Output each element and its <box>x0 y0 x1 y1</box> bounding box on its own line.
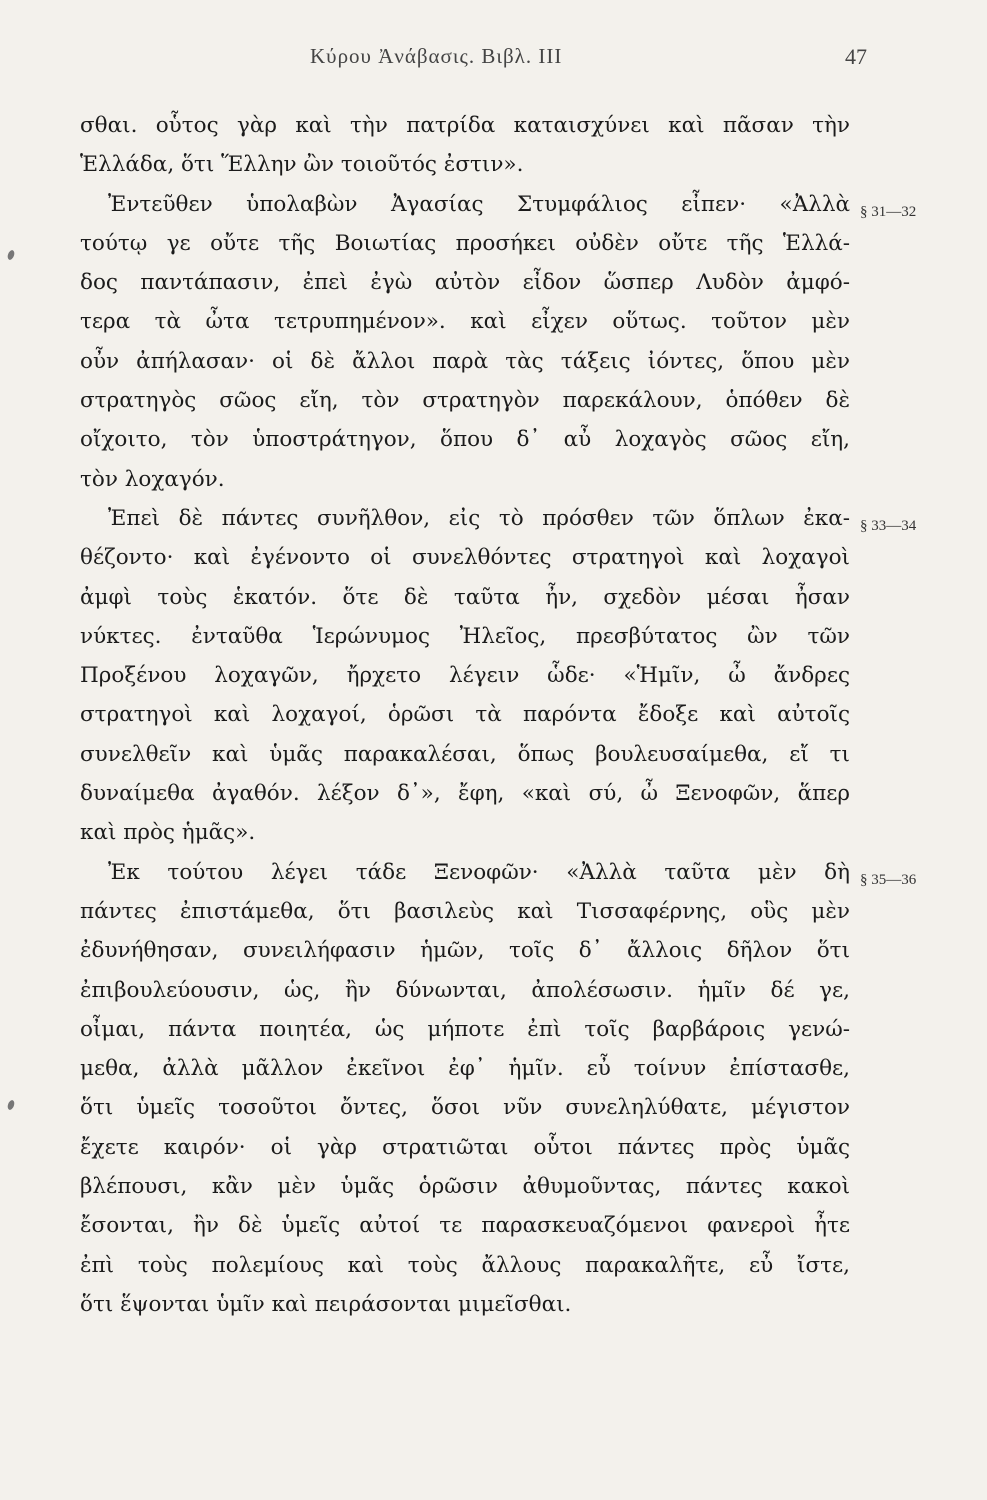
text-line: στρατηγοὶ καὶ λοχαγοί, ὁρῶσι τὰ παρόντα ἔδοξε καὶ αὐτοῖς <box>80 702 850 728</box>
page-number: 47 <box>845 44 867 69</box>
text-line: βλέπουσι, κἂν μὲν ὑμᾶς ὁρῶσιν ἀθυμοῦντας, πάντες κακοὶ <box>80 1174 850 1200</box>
text-line: πάντες ἐπιστάμεθα, ὅτι βασιλεὺς καὶ Τισσαφέρνης, οὓς μὲν <box>80 898 850 924</box>
text-line: οἴχοιτο, τὸν ὑποστράτηγον, ὅπου δ᾽ αὖ λοχαγὸς σῶος εἴη, <box>80 427 850 453</box>
text-line: νύκτες. ἐνταῦθα Ἱερώνυμος Ἠλεῖος, πρεσβύτατος ὢν τῶν <box>80 623 850 649</box>
text-line: στρατηγὸς σῶος εἴη, τὸν στρατηγὸν παρεκάλουν, ὁπόθεν δὲ <box>80 388 850 414</box>
text-line: τὸν λοχαγόν. <box>80 466 225 492</box>
text-line: ὅτι ἕψονται ὑμῖν καὶ πειράσονται μιμεῖσθαι. <box>80 1291 572 1317</box>
text-line: καὶ πρὸς ἡμᾶς». <box>80 820 256 846</box>
text-line: Ἐντεῦθεν ὑπολαβὼν Ἀγασίας Στυμφάλιος εἶπεν· «Ἀλλὰ <box>108 191 850 217</box>
text-line: τερα τὰ ὦτα τετρυπημένον». καὶ εἶχεν οὕτως. τοῦτον μὲν <box>80 309 850 335</box>
text-line: δυναίμεθα ἀγαθόν. λέξον δ᾽», ἔφη, «καὶ σύ, ὦ Ξενοφῶν, ἅπερ <box>80 781 850 807</box>
text-line: Ἑλλάδα, ὅτι Ἕλλην ὢν τοιοῦτός ἐστιν». <box>80 152 524 178</box>
text-line: θέζοντο· καὶ ἐγένοντο οἱ συνελθόντες στρατηγοὶ καὶ λοχαγοὶ <box>80 545 850 571</box>
text-line: οὖν ἀπήλασαν· οἱ δὲ ἄλλοι παρὰ τὰς τάξεις ἰόντες, ὅπου μὲν <box>80 348 850 374</box>
text-line: μεθα, ἀλλὰ μᾶλλον ἐκεῖνοι ἐφ᾽ ἡμῖν. εὖ τοίνυν ἐπίστασθε, <box>80 1056 850 1082</box>
text-line: ὅτι ὑμεῖς τοσοῦτοι ὄντες, ὅσοι νῦν συνεληλύθατε, μέγιστον <box>80 1095 850 1121</box>
text-line: ἀμφὶ τοὺς ἑκατόν. ὅτε δὲ ταῦτα ἦν, σχεδὸν μέσαι ἦσαν <box>80 584 850 610</box>
text-line: ἐπὶ τοὺς πολεμίους καὶ τοὺς ἄλλους παρακαλῆτε, εὖ ἴστε, <box>80 1252 850 1278</box>
text-line: σθαι. οὗτος γὰρ καὶ τὴν πατρίδα καταισχύνει καὶ πᾶσαν τὴν <box>80 113 850 138</box>
text-line: ἐπιβουλεύουσιν, ὡς, ἢν δύνωνται, ἀπολέσωσιν. ἡμῖν δέ γε, <box>80 977 850 1003</box>
body-text <box>80 106 850 1324</box>
text-line: οἶμαι, πάντα ποιητέα, ὡς μήποτε ἐπὶ τοῖς βαρβάροις γενώ- <box>80 1016 850 1042</box>
margin-section-note: § 33—34 <box>860 518 917 534</box>
margin-section-note: § 31—32 <box>860 204 917 220</box>
text-line: Προξένου λοχαγῶν, ἤρχετο λέγειν ὧδε· «Ἡμῖν, ὦ ἄνδρες <box>80 663 850 689</box>
text-line: συνελθεῖν καὶ ὑμᾶς παρακαλέσαι, ὅπως βουλευσαίμεθα, εἴ τι <box>80 741 850 767</box>
text-line: δος παντάπασιν, ἐπεὶ ἐγὼ αὐτὸν εἶδον ὥσπερ Λυδὸν ἀμφό- <box>80 270 850 296</box>
text-line: Ἐκ τούτου λέγει τάδε Ξενοφῶν· «Ἀλλὰ ταῦτα μὲν δὴ <box>108 859 850 885</box>
page-header <box>0 44 987 80</box>
margin-speck <box>6 249 15 260</box>
running-title: Κύρου Ἀνάβασις. Βιβλ. III <box>310 44 563 68</box>
text-line: Ἐπεὶ δὲ πάντες συνῆλθον, εἰς τὸ πρόσθεν τῶν ὅπλων ἐκα- <box>108 505 850 531</box>
text-line: ἔσονται, ἢν δὲ ὑμεῖς αὐτοί τε παρασκευαζόμενοι φανεροὶ ἦτε <box>80 1213 850 1239</box>
text-line: ἔχετε καιρόν· οἱ γὰρ στρατιῶται οὗτοι πάντες πρὸς ὑμᾶς <box>80 1134 850 1160</box>
text-line: τούτῳ γε οὔτε τῆς Βοιωτίας προσήκει οὐδὲν οὔτε τῆς Ἑλλά- <box>80 230 850 256</box>
text-line: ἐδυνήθησαν, συνειλήφασιν ἡμῶν, τοῖς δ᾽ ἄλλοις δῆλον ὅτι <box>80 938 850 964</box>
margin-section-note: § 35—36 <box>860 872 917 888</box>
margin-speck <box>6 1099 15 1110</box>
